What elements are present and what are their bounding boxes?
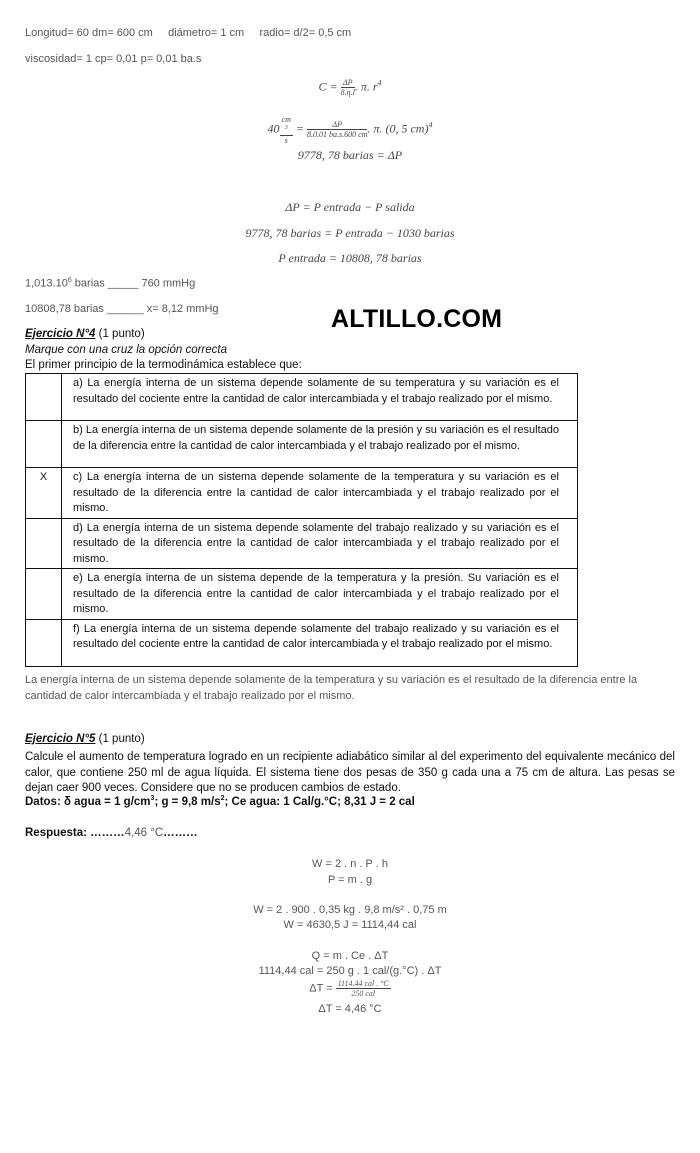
calc-heat-substituted: 1114,44 cal = 250 g . 1 cal/(g.°C) . ΔT [258,965,442,977]
equation-delta-p-definition: ΔP = P entrada − P salida [285,200,415,214]
answer-dots: ……… [163,827,198,839]
exercise-4-title [25,328,145,340]
flow-value: 40 [267,121,280,136]
fraction-denominator: 8.η.l [340,88,355,97]
option-row [26,468,578,519]
option-checkbox[interactable] [26,374,62,421]
exercise-4-stem: El primer principio de la termodinámica establece que: [25,359,302,371]
option-checkbox[interactable]: X [26,468,62,519]
conversion-result: 10808,78 barias ______ x= 8,12 mmHg [25,303,219,315]
exercise-points: (1 punto) [95,733,145,745]
result-p-entrada: P entrada = 10808, 78 barias [278,251,422,265]
substituted-fraction [307,120,367,139]
data-specific-heat: ; Ce agua: 1 Cal/g.°C; 8,31 J = 2 cal [224,795,415,808]
option-text: e) La energía interna de un sistema depende de la temperatura y la presión. Su variación es el resultado de la diferencia entre la cantidad de calor intercambiada y el trabajo realizado por el mismo. [62,569,578,620]
option-checkbox[interactable] [26,569,62,620]
delta-t-label: ΔT = [309,982,336,995]
watermark-logo: ALTILLO.COM [331,305,503,333]
formula-exponent: 4 [377,78,382,88]
option-row [26,518,578,569]
formula-exponent: 4 [428,120,433,130]
formula-rest: . π. (0, 5 cm) [367,121,429,136]
answer-value: 4,46 °C [124,827,164,839]
calc-work-substituted: W = 2 . 900 . 0,35 kg . 9,8 m/s² . 0,75 m [253,904,447,916]
exercise-5-data [25,795,415,808]
unit-numerator: cm [281,115,291,124]
exercise-4-instruction: Marque con una cruz la opción correcta [25,344,227,356]
given-length-diameter: Longitud= 60 dm= 600 cm diámetro= 1 cm radio= d/2= 0,5 cm [25,27,352,39]
conversion-exponent: 6 [67,277,72,284]
given-viscosity: viscosidad= 1 cp= 0,01 p= 0,01 ba.s [25,53,202,65]
option-text: c) La energía interna de un sistema depende solamente de la temperatura y su variación es el resultado de la diferencia entre la cantidad de calor intercambiada y el trabajo realizado por el mismo. [62,468,578,519]
equation-p-entrada-substituted: 9778, 78 barias = P entrada − 1030 barias [245,226,455,240]
data-exponent: 3 [150,795,155,802]
formula-poiseuille [0,78,700,97]
exercise-title: Ejercicio N°4 [25,328,96,340]
fraction-numerator: ΔP [307,120,367,130]
option-checkbox[interactable] [26,421,62,468]
fraction-numerator: 1114.44 cal . °C [337,979,389,988]
conversion-value: 1,013.10 [25,277,68,290]
fraction-denominator: 250 cal [351,989,376,998]
calc-delta-t-result: ΔT = 4,46 °C [318,1003,382,1015]
calc-delta-t-expression [0,979,700,998]
delta-t-fraction [336,979,391,998]
option-text: d) La energía interna de un sistema depende solamente del trabajo realizado y su variación es el resultado de la diferencia entre la cantidad de calor intercambiada y el trabajo realizado por el mismo. [62,518,578,569]
exercise-5-statement: Calcule el aumento de temperatura logrado en un recipiente adiabático similar al del experimento del equivalente mecánico del calor, que contiene 250 ml de agua líquida. El sistema tiene dos pesas de 350 g cada una a 75 cm de altura. Las pesas se dejan caer 900 veces. Considere que no se producen cambios de estado. [25,751,675,794]
calc-work-result: W = 4630,5 J = 1114,44 cal [283,919,417,931]
conversion-atm [25,277,195,290]
exercise-points: (1 punto) [95,328,145,340]
fraction-denominator: 8.0.01 ba.s.600 cm [306,130,368,140]
flow-unit [280,115,293,145]
option-row [26,569,578,620]
unit-exponent: 3 [284,125,288,131]
option-row [26,421,578,468]
formula-lhs: C = [318,79,341,94]
answer-label: Respuesta: ……… [25,827,125,839]
option-row [26,619,578,666]
formula-fraction [341,78,355,97]
data-gravity: ; g = 9,8 m/s [154,795,221,808]
option-checkbox[interactable] [26,518,62,569]
option-row [26,374,578,421]
unit-denominator: s [284,135,288,145]
equals-sign: = [292,121,307,136]
option-text: a) La energía interna de un sistema depende solamente de su temperatura y su variación es el resultado del cociente entre la cantidad de calor intercambiada y el trabajo realizado por el mismo. [62,374,578,421]
option-checkbox[interactable] [26,619,62,666]
conversion-rest: barias _____ 760 mmHg [71,277,196,290]
calc-heat-formula: Q = m . Ce . ΔT [311,950,389,962]
options-table [25,373,578,667]
exercise-5-answer [25,827,198,839]
calc-weight-formula: P = m . g [327,874,373,886]
formula-substituted [0,115,700,145]
formula-rest: . π. r [354,79,378,94]
exercise-4-answer: La energía interna de un sistema depende solamente de la temperatura y su variación es el resultado de la diferencia entre la cantidad de calor intercambiada y el trabajo realizado por el mismo. [25,674,638,702]
exercise-title: Ejercicio N°5 [25,733,96,745]
fraction-numerator: ΔP [341,78,355,88]
exercise-5-title [25,733,145,745]
option-text: b) La energía interna de un sistema depende solamente de la presión y su variación es el resultado de la diferencia entre la cantidad de calor intercambiada y el trabajo realizado por el mismo. [62,421,578,468]
calc-work-formula: W = 2 . n . P . h [312,858,388,870]
data-exponent: 2 [220,795,225,802]
data-density: Datos: δ agua = 1 g/cm [25,795,151,808]
result-delta-p: 9778, 78 barias = ΔP [297,148,403,162]
option-text: f) La energía interna de un sistema depende solamente del trabajo realizado y su variación es el resultado del cociente entre la cantidad de calor intercambiada y el trabajo realizado por el mismo. [62,619,578,666]
